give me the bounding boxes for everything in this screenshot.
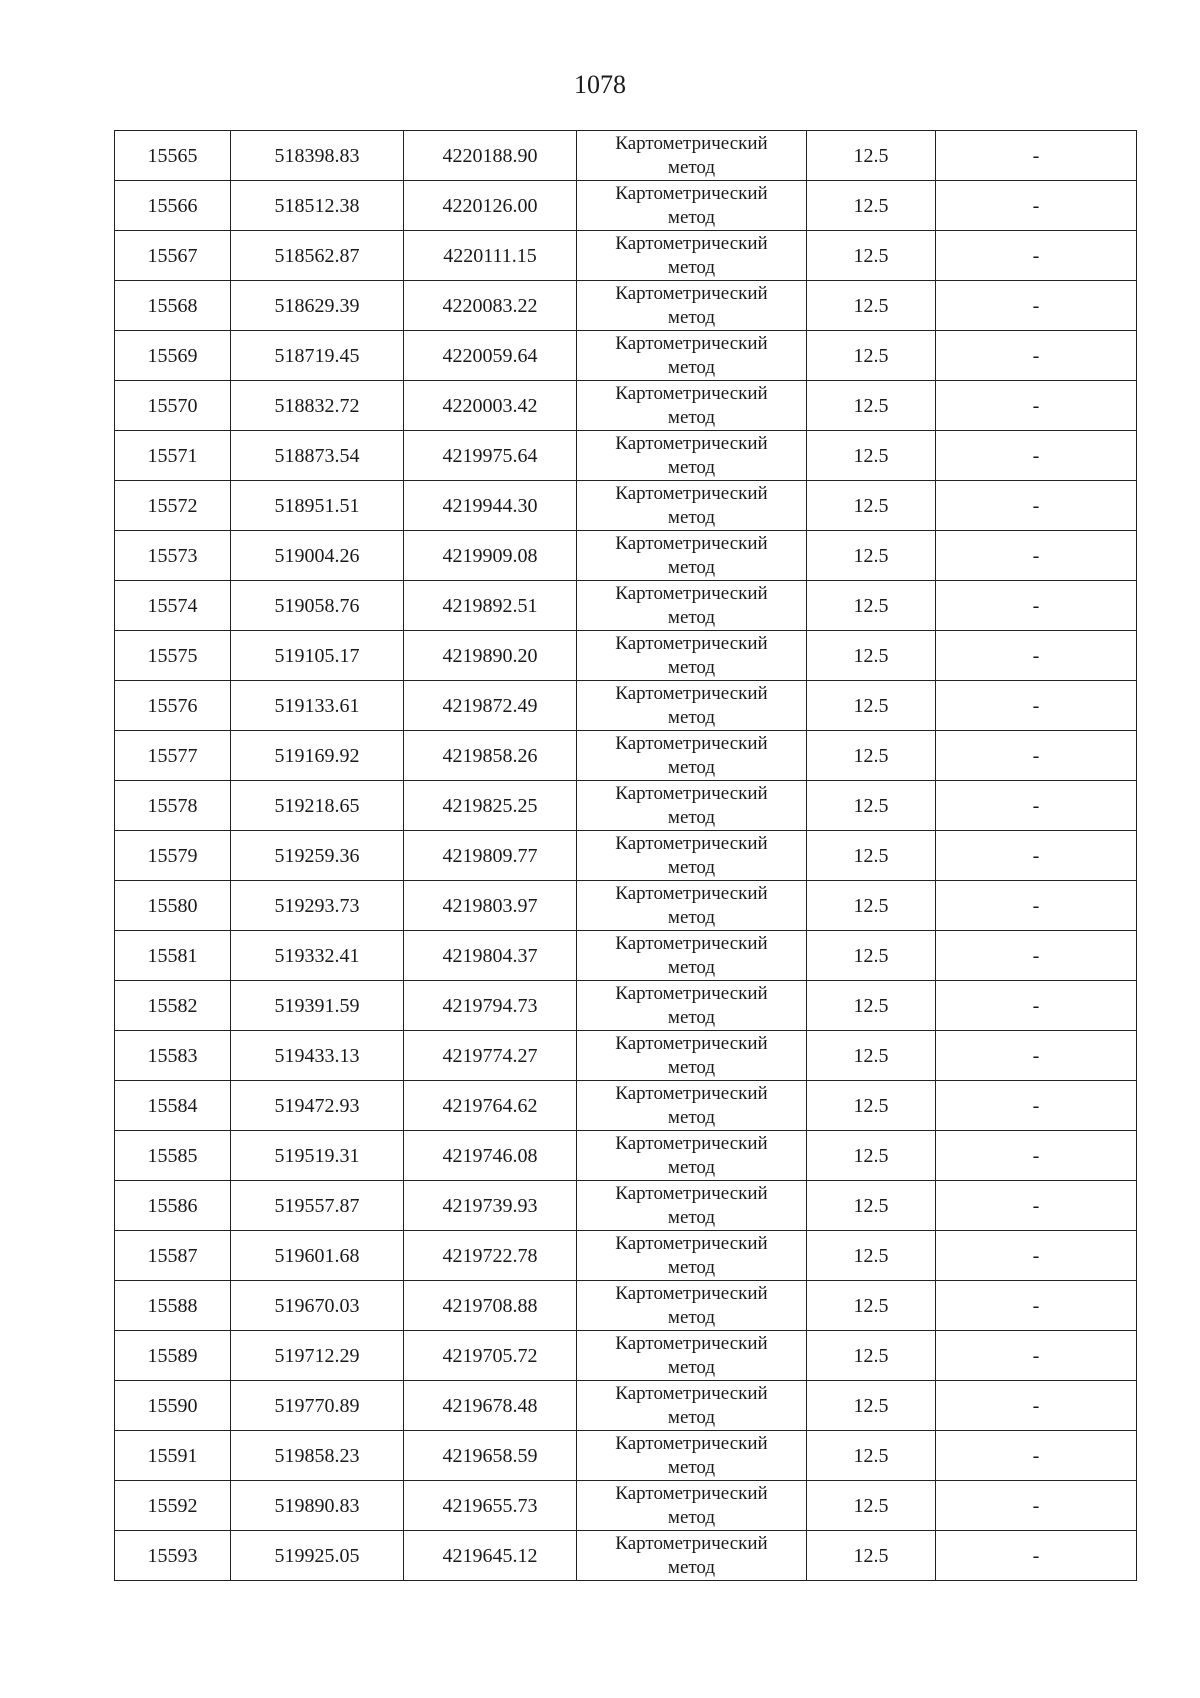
point-id-cell: 15574	[115, 581, 231, 631]
y-coordinate-cell: 4219858.26	[404, 731, 577, 781]
method-line-2: метод	[667, 456, 716, 478]
note-cell: -	[936, 1081, 1137, 1131]
y-coordinate-cell: 4219764.62	[404, 1081, 577, 1131]
method-cell	[577, 931, 807, 981]
note-cell: -	[936, 1231, 1137, 1281]
note-cell: -	[936, 1431, 1137, 1481]
note-cell: -	[936, 581, 1137, 631]
y-coordinate-cell: 4220111.15	[404, 231, 577, 281]
y-coordinate-cell: 4219809.77	[404, 831, 577, 881]
y-coordinate-cell: 4219722.78	[404, 1231, 577, 1281]
accuracy-cell: 12.5	[807, 1081, 936, 1131]
table-row	[115, 681, 1137, 731]
x-coordinate-cell: 518562.87	[231, 231, 404, 281]
point-id-cell: 15571	[115, 431, 231, 481]
accuracy-cell: 12.5	[807, 1331, 936, 1381]
method-cell	[577, 1081, 807, 1131]
y-coordinate-cell: 4220003.42	[404, 381, 577, 431]
y-coordinate-cell: 4219890.20	[404, 631, 577, 681]
x-coordinate-cell: 519858.23	[231, 1431, 404, 1481]
method-line-2: метод	[667, 806, 716, 828]
method-line-2: метод	[667, 606, 716, 628]
accuracy-cell: 12.5	[807, 1481, 936, 1531]
method-line-2: метод	[667, 906, 716, 928]
method-cell	[577, 1481, 807, 1531]
point-id-cell: 15572	[115, 481, 231, 531]
y-coordinate-cell: 4220126.00	[404, 181, 577, 231]
method-line-2: метод	[667, 1306, 716, 1328]
table-row	[115, 181, 1137, 231]
method-cell	[577, 181, 807, 231]
accuracy-cell: 12.5	[807, 231, 936, 281]
note-cell: -	[936, 1481, 1137, 1531]
note-cell: -	[936, 781, 1137, 831]
method-line-1: Картометрический	[615, 182, 768, 204]
point-id-cell: 15590	[115, 1381, 231, 1431]
point-id-cell: 15587	[115, 1231, 231, 1281]
method-line-1: Картометрический	[615, 1432, 768, 1454]
x-coordinate-cell: 518873.54	[231, 431, 404, 481]
table-row	[115, 1281, 1137, 1331]
point-id-cell: 15584	[115, 1081, 231, 1131]
method-line-1: Картометрический	[615, 932, 768, 954]
note-cell: -	[936, 531, 1137, 581]
note-cell: -	[936, 1381, 1137, 1431]
accuracy-cell: 12.5	[807, 681, 936, 731]
method-line-1: Картометрический	[615, 1132, 768, 1154]
method-line-1: Картометрический	[615, 532, 768, 554]
x-coordinate-cell: 519557.87	[231, 1181, 404, 1231]
method-line-2: метод	[667, 1006, 716, 1028]
y-coordinate-cell: 4219803.97	[404, 881, 577, 931]
method-cell	[577, 781, 807, 831]
y-coordinate-cell: 4220188.90	[404, 131, 577, 181]
note-cell: -	[936, 181, 1137, 231]
method-line-2: метод	[667, 156, 716, 178]
note-cell: -	[936, 1031, 1137, 1081]
point-id-cell: 15566	[115, 181, 231, 231]
y-coordinate-cell: 4219658.59	[404, 1431, 577, 1481]
note-cell: -	[936, 131, 1137, 181]
x-coordinate-cell: 519332.41	[231, 931, 404, 981]
table-row	[115, 1531, 1137, 1581]
x-coordinate-cell: 519058.76	[231, 581, 404, 631]
coordinates-table	[114, 130, 1137, 1581]
method-cell	[577, 881, 807, 931]
accuracy-cell: 12.5	[807, 1431, 936, 1481]
table-row	[115, 781, 1137, 831]
method-line-1: Картометрический	[615, 382, 768, 404]
point-id-cell: 15576	[115, 681, 231, 731]
x-coordinate-cell: 518719.45	[231, 331, 404, 381]
accuracy-cell: 12.5	[807, 631, 936, 681]
method-line-1: Картометрический	[615, 732, 768, 754]
point-id-cell: 15567	[115, 231, 231, 281]
method-cell	[577, 381, 807, 431]
point-id-cell: 15577	[115, 731, 231, 781]
method-cell	[577, 1281, 807, 1331]
note-cell: -	[936, 231, 1137, 281]
x-coordinate-cell: 519218.65	[231, 781, 404, 831]
point-id-cell: 15581	[115, 931, 231, 981]
method-line-2: метод	[667, 706, 716, 728]
y-coordinate-cell: 4219708.88	[404, 1281, 577, 1331]
y-coordinate-cell: 4219825.25	[404, 781, 577, 831]
y-coordinate-cell: 4219739.93	[404, 1181, 577, 1231]
method-line-2: метод	[667, 206, 716, 228]
table-row	[115, 1331, 1137, 1381]
method-line-1: Картометрический	[615, 1032, 768, 1054]
method-cell	[577, 581, 807, 631]
note-cell: -	[936, 381, 1137, 431]
note-cell: -	[936, 281, 1137, 331]
method-line-2: метод	[667, 1106, 716, 1128]
method-line-2: метод	[667, 256, 716, 278]
note-cell: -	[936, 681, 1137, 731]
method-cell	[577, 1181, 807, 1231]
method-cell	[577, 1331, 807, 1381]
note-cell: -	[936, 1131, 1137, 1181]
note-cell: -	[936, 1181, 1137, 1231]
x-coordinate-cell: 518629.39	[231, 281, 404, 331]
accuracy-cell: 12.5	[807, 781, 936, 831]
accuracy-cell: 12.5	[807, 431, 936, 481]
method-cell	[577, 731, 807, 781]
method-cell	[577, 281, 807, 331]
y-coordinate-cell: 4219705.72	[404, 1331, 577, 1381]
y-coordinate-cell: 4219975.64	[404, 431, 577, 481]
point-id-cell: 15582	[115, 981, 231, 1031]
x-coordinate-cell: 519259.36	[231, 831, 404, 881]
method-line-1: Картометрический	[615, 432, 768, 454]
accuracy-cell: 12.5	[807, 1381, 936, 1431]
accuracy-cell: 12.5	[807, 831, 936, 881]
method-cell	[577, 681, 807, 731]
method-line-2: метод	[667, 1456, 716, 1478]
method-line-1: Картометрический	[615, 682, 768, 704]
method-cell	[577, 1031, 807, 1081]
method-line-2: метод	[667, 1156, 716, 1178]
method-line-1: Картометрический	[615, 882, 768, 904]
note-cell: -	[936, 931, 1137, 981]
point-id-cell: 15589	[115, 1331, 231, 1381]
method-cell	[577, 481, 807, 531]
method-line-2: метод	[667, 556, 716, 578]
point-id-cell: 15585	[115, 1131, 231, 1181]
x-coordinate-cell: 519105.17	[231, 631, 404, 681]
method-line-2: метод	[667, 1506, 716, 1528]
table-row	[115, 281, 1137, 331]
y-coordinate-cell: 4219774.27	[404, 1031, 577, 1081]
table-row	[115, 481, 1137, 531]
method-line-1: Картометрический	[615, 832, 768, 854]
note-cell: -	[936, 431, 1137, 481]
method-line-2: метод	[667, 1356, 716, 1378]
method-line-1: Картометрический	[615, 332, 768, 354]
accuracy-cell: 12.5	[807, 1181, 936, 1231]
method-line-1: Картометрический	[615, 1332, 768, 1354]
accuracy-cell: 12.5	[807, 531, 936, 581]
method-cell	[577, 1431, 807, 1481]
method-line-1: Картометрический	[615, 482, 768, 504]
y-coordinate-cell: 4219872.49	[404, 681, 577, 731]
point-id-cell: 15569	[115, 331, 231, 381]
table-row	[115, 831, 1137, 881]
y-coordinate-cell: 4219746.08	[404, 1131, 577, 1181]
table-row	[115, 531, 1137, 581]
method-line-1: Картометрический	[615, 1382, 768, 1404]
method-line-2: метод	[667, 1556, 716, 1578]
method-line-2: метод	[667, 956, 716, 978]
point-id-cell: 15568	[115, 281, 231, 331]
note-cell: -	[936, 1281, 1137, 1331]
x-coordinate-cell: 519770.89	[231, 1381, 404, 1431]
x-coordinate-cell: 519601.68	[231, 1231, 404, 1281]
method-line-2: метод	[667, 856, 716, 878]
method-line-1: Картометрический	[615, 1482, 768, 1504]
table-row	[115, 581, 1137, 631]
coordinates-table-body	[115, 131, 1137, 1581]
method-line-1: Картометрический	[615, 1532, 768, 1554]
accuracy-cell: 12.5	[807, 581, 936, 631]
method-line-2: метод	[667, 356, 716, 378]
method-cell	[577, 131, 807, 181]
accuracy-cell: 12.5	[807, 1231, 936, 1281]
method-line-2: метод	[667, 406, 716, 428]
x-coordinate-cell: 519925.05	[231, 1531, 404, 1581]
point-id-cell: 15593	[115, 1531, 231, 1581]
accuracy-cell: 12.5	[807, 131, 936, 181]
accuracy-cell: 12.5	[807, 1531, 936, 1581]
point-id-cell: 15575	[115, 631, 231, 681]
y-coordinate-cell: 4219892.51	[404, 581, 577, 631]
table-row	[115, 1381, 1137, 1431]
table-row	[115, 1481, 1137, 1531]
table-row	[115, 331, 1137, 381]
table-row	[115, 881, 1137, 931]
method-cell	[577, 831, 807, 881]
point-id-cell: 15573	[115, 531, 231, 581]
x-coordinate-cell: 518398.83	[231, 131, 404, 181]
method-line-2: метод	[667, 506, 716, 528]
point-id-cell: 15592	[115, 1481, 231, 1531]
method-line-1: Картометрический	[615, 282, 768, 304]
method-line-1: Картометрический	[615, 982, 768, 1004]
point-id-cell: 15570	[115, 381, 231, 431]
method-line-2: метод	[667, 1406, 716, 1428]
y-coordinate-cell: 4219678.48	[404, 1381, 577, 1431]
note-cell: -	[936, 631, 1137, 681]
method-line-2: метод	[667, 1256, 716, 1278]
table-row	[115, 1231, 1137, 1281]
accuracy-cell: 12.5	[807, 931, 936, 981]
method-cell	[577, 331, 807, 381]
method-line-1: Картометрический	[615, 232, 768, 254]
x-coordinate-cell: 519133.61	[231, 681, 404, 731]
table-row	[115, 1131, 1137, 1181]
accuracy-cell: 12.5	[807, 381, 936, 431]
table-row	[115, 131, 1137, 181]
method-cell	[577, 531, 807, 581]
y-coordinate-cell: 4220059.64	[404, 331, 577, 381]
x-coordinate-cell: 519433.13	[231, 1031, 404, 1081]
accuracy-cell: 12.5	[807, 1281, 936, 1331]
table-row	[115, 231, 1137, 281]
y-coordinate-cell: 4219655.73	[404, 1481, 577, 1531]
point-id-cell: 15580	[115, 881, 231, 931]
table-row	[115, 631, 1137, 681]
method-cell	[577, 231, 807, 281]
method-line-1: Картометрический	[615, 1232, 768, 1254]
x-coordinate-cell: 519890.83	[231, 1481, 404, 1531]
method-line-1: Картометрический	[615, 1282, 768, 1304]
method-line-1: Картометрический	[615, 132, 768, 154]
x-coordinate-cell: 518512.38	[231, 181, 404, 231]
y-coordinate-cell: 4219909.08	[404, 531, 577, 581]
method-cell	[577, 1531, 807, 1581]
x-coordinate-cell: 518832.72	[231, 381, 404, 431]
point-id-cell: 15578	[115, 781, 231, 831]
method-line-1: Картометрический	[615, 582, 768, 604]
table-row	[115, 981, 1137, 1031]
y-coordinate-cell: 4220083.22	[404, 281, 577, 331]
point-id-cell: 15583	[115, 1031, 231, 1081]
x-coordinate-cell: 518951.51	[231, 481, 404, 531]
point-id-cell: 15565	[115, 131, 231, 181]
table-row	[115, 1431, 1137, 1481]
note-cell: -	[936, 881, 1137, 931]
table-row	[115, 1031, 1137, 1081]
accuracy-cell: 12.5	[807, 181, 936, 231]
y-coordinate-cell: 4219794.73	[404, 981, 577, 1031]
point-id-cell: 15588	[115, 1281, 231, 1331]
method-cell	[577, 1131, 807, 1181]
x-coordinate-cell: 519004.26	[231, 531, 404, 581]
x-coordinate-cell: 519169.92	[231, 731, 404, 781]
method-line-1: Картометрический	[615, 632, 768, 654]
note-cell: -	[936, 331, 1137, 381]
accuracy-cell: 12.5	[807, 281, 936, 331]
table-row	[115, 931, 1137, 981]
method-line-2: метод	[667, 756, 716, 778]
method-line-2: метод	[667, 1206, 716, 1228]
x-coordinate-cell: 519391.59	[231, 981, 404, 1031]
table-row	[115, 431, 1137, 481]
method-line-2: метод	[667, 306, 716, 328]
point-id-cell: 15579	[115, 831, 231, 881]
accuracy-cell: 12.5	[807, 881, 936, 931]
x-coordinate-cell: 519293.73	[231, 881, 404, 931]
method-line-1: Картометрический	[615, 1182, 768, 1204]
method-line-2: метод	[667, 1056, 716, 1078]
accuracy-cell: 12.5	[807, 481, 936, 531]
note-cell: -	[936, 1331, 1137, 1381]
method-cell	[577, 981, 807, 1031]
x-coordinate-cell: 519472.93	[231, 1081, 404, 1131]
note-cell: -	[936, 981, 1137, 1031]
y-coordinate-cell: 4219944.30	[404, 481, 577, 531]
method-line-1: Картометрический	[615, 782, 768, 804]
accuracy-cell: 12.5	[807, 1031, 936, 1081]
accuracy-cell: 12.5	[807, 331, 936, 381]
x-coordinate-cell: 519712.29	[231, 1331, 404, 1381]
page-number: 1078	[574, 70, 626, 99]
note-cell: -	[936, 1531, 1137, 1581]
note-cell: -	[936, 731, 1137, 781]
method-cell	[577, 1381, 807, 1431]
method-cell	[577, 431, 807, 481]
method-cell	[577, 631, 807, 681]
accuracy-cell: 12.5	[807, 981, 936, 1031]
table-row	[115, 731, 1137, 781]
x-coordinate-cell: 519519.31	[231, 1131, 404, 1181]
method-line-2: метод	[667, 656, 716, 678]
note-cell: -	[936, 831, 1137, 881]
point-id-cell: 15586	[115, 1181, 231, 1231]
y-coordinate-cell: 4219804.37	[404, 931, 577, 981]
method-line-1: Картометрический	[615, 1082, 768, 1104]
accuracy-cell: 12.5	[807, 731, 936, 781]
table-row	[115, 1181, 1137, 1231]
point-id-cell: 15591	[115, 1431, 231, 1481]
table-row	[115, 1081, 1137, 1131]
accuracy-cell: 12.5	[807, 1131, 936, 1181]
x-coordinate-cell: 519670.03	[231, 1281, 404, 1331]
note-cell: -	[936, 481, 1137, 531]
table-row	[115, 381, 1137, 431]
method-cell	[577, 1231, 807, 1281]
y-coordinate-cell: 4219645.12	[404, 1531, 577, 1581]
